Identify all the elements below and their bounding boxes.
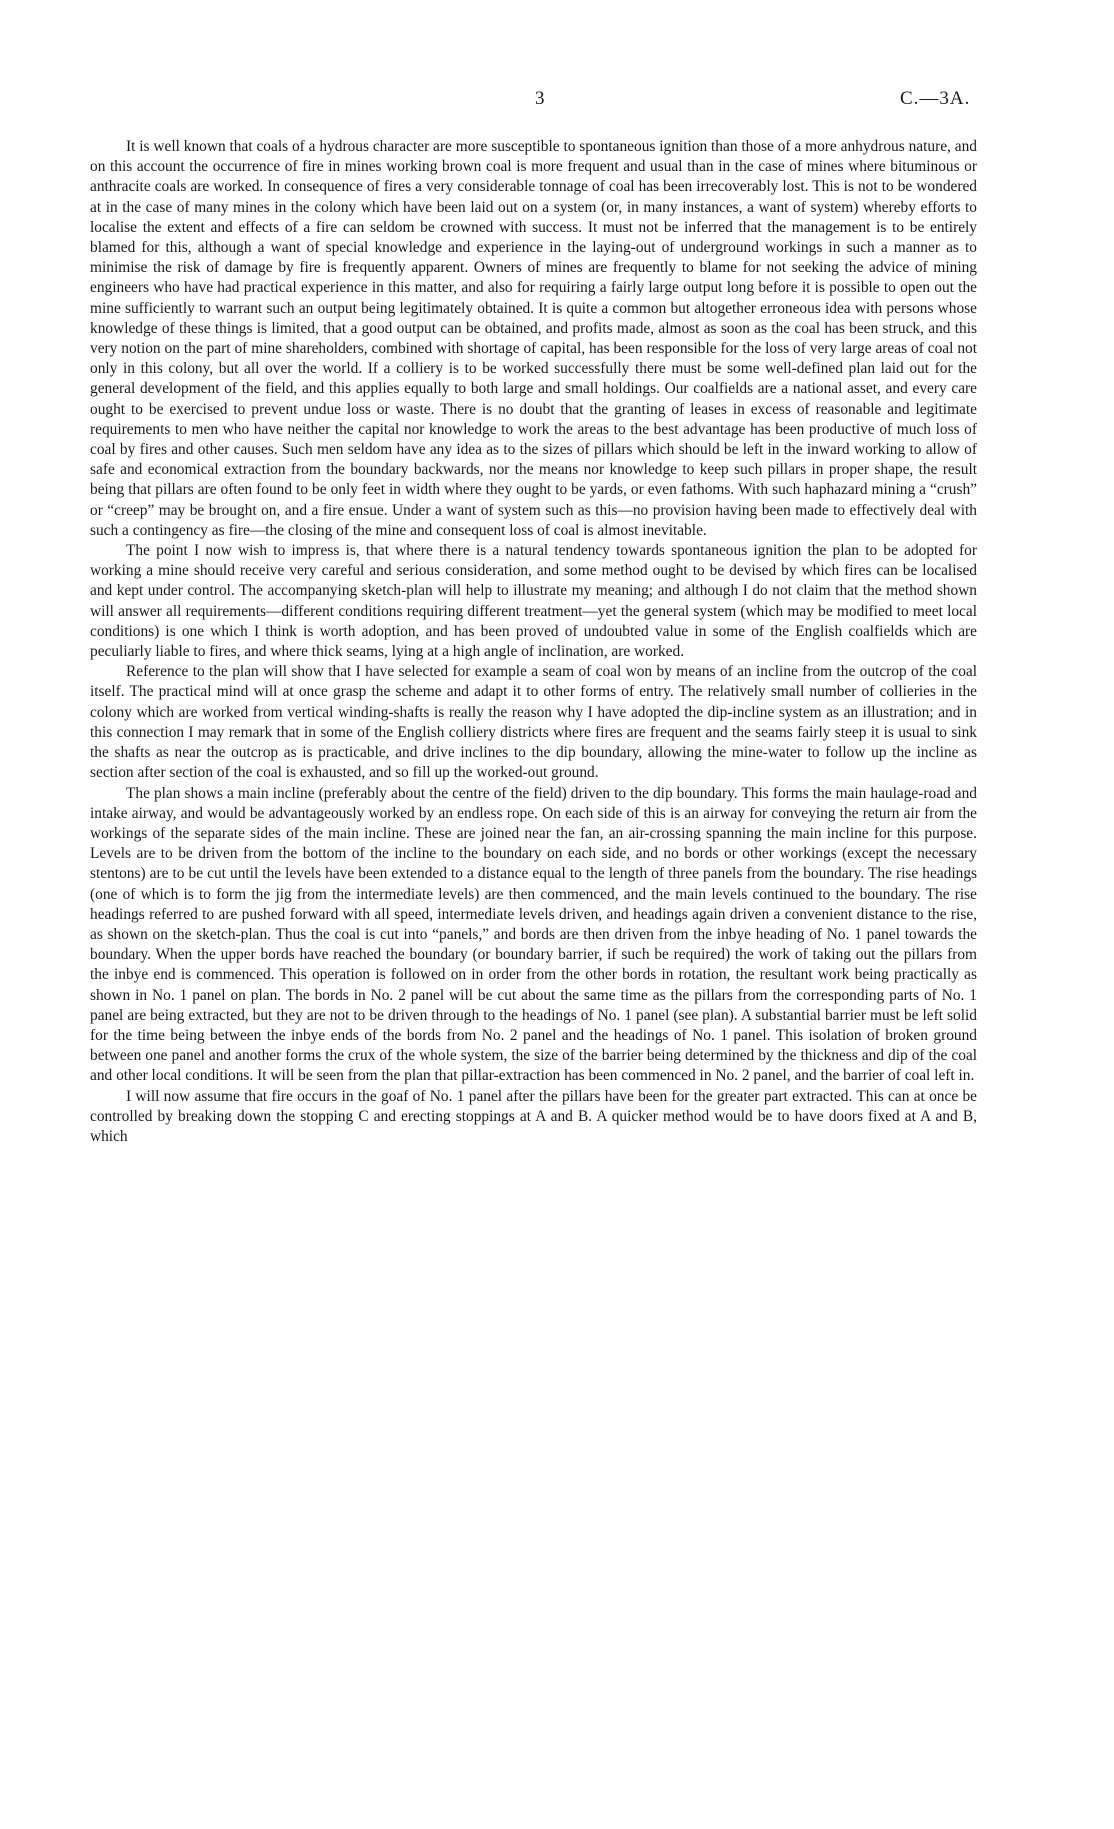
page-header	[0, 88, 1114, 112]
page-number: 3	[535, 88, 545, 109]
document-reference: C.—3A.	[900, 88, 971, 109]
body-text	[90, 137, 977, 1147]
paragraph-spontaneous-ignition: It is well known that coals of a hydrous character are more susceptible to spontaneous ignition than those of a more anhydrous nature, and on this account the occurrence of fire in mines working brown coal is more frequent and usual than in the case of mines where bituminous or anthracite coals are worked. In consequence of fires a very considerable tonnage of coal has been irrecoverably lost. This is not to be wondered at in the case of many mines in the colony which have been laid out on a system (or, in many instances, a want of system) whereby efforts to localise the extent and effects of a fire can seldom be crowned with success. It must not be inferred that the management is to be entirely blamed for this, although a want of special knowledge and experience in the laying-out of underground workings in such a manner as to minimise the risk of damage by fire is frequently apparent. Owners of mines are frequently to blame for not seeking the advice of mining engineers who have had practical experience in this matter, and also for requiring a fairly large output long before it is possible to open out the mine sufficiently to warrant such an output being legitimately obtained. It is quite a common but altogether erroneous idea with persons whose knowledge of these things is limited, that a good output can be obtained, and profits made, almost as soon as the coal has been struck, and this very notion on the part of mine shareholders, combined with shortage of capital, has been responsible for the loss of very large areas of coal not only in this colony, but all over the world. If a colliery is to be worked successfully there must be some well-defined plan laid out for the general development of the field, and this applies equally to both large and small holdings. Our coalfields are a national asset, and every care ought to be exercised to prevent undue loss or waste. There is no doubt that the granting of leases in excess of reasonable and legitimate requirements to men who have neither the capital nor knowledge to work the areas to the best advantage has been productive of much loss of coal by fires and other causes. Such men seldom have any idea as to the sizes of pillars which should be left in the inward working to allow of safe and economical extraction from the boundary backwards, nor the means nor knowledge to keep such pillars in proper shape, the result being that pillars are often found to be only feet in width where they ought to be yards, or even fathoms. With such haphazard mining a “crush” or “creep” may be brought on, and a fire ensue. Under a want of system such as this—no provision having been made to effectively deal with such a contingency as fire—the closing of the mine and consequent loss of coal is almost inevitable.	[90, 138, 977, 539]
paragraph-reference-to-plan: Reference to the plan will show that I have selected for example a seam of coal won by means of an incline from the outcrop of the coal itself. The practical mind will at once grasp the scheme and adapt it to other forms of entry. The relatively small number of collieries in the colony which are worked from vertical winding-shafts is really the reason why I have adopted the dip-incline system as an illustration; and in this connection I may remark that in some of the English colliery districts where fires are frequent and the seams fairly steep it is usual to sink the shafts as near the outcrop as is practicable, and drive inclines to the dip boundary, allowing the mine-water to follow up the incline as section after section of the coal is exhausted, and so fill up the worked-out ground.	[90, 663, 977, 782]
paragraph-main-incline: The plan shows a main incline (preferably about the centre of the field) driven to the dip boundary. This forms the main haulage-road and intake airway, and would be advantageously worked by an endless rope. On each side of this is an airway for conveying the return air from the workings of the separate sides of the main incline. These are joined near the fan, an air-crossing spanning the main incline for this purpose. Levels are to be driven from the bottom of the incline to the boundary on each side, and no bords or other workings (except the necessary stentons) are to be cut until the levels have been extended to a distance equal to the length of three panels from the boundary. The rise headings (one of which is to form the jig from the intermediate levels) are then commenced, and the main levels continued to the boundary. The rise headings referred to are pushed forward with all speed, intermediate levels driven, and headings again driven a convenient distance to the rise, as shown on the sketch-plan. Thus the coal is cut into “panels,” and bords are then driven from the inbye heading of No. 1 panel towards the boundary. When the upper bords have reached the boundary (or boundary barrier, if such be required) the work of taking out the pillars from the inbye end is commenced. This operation is followed on in order from the other bords in rotation, the resultant work being practically as shown in No. 1 panel on plan. The bords in No. 2 panel will be cut about the same time as the pillars from the corresponding parts of No. 1 panel are being extracted, but they are not to be driven through to the headings of No. 1 panel (see plan). A substantial barrier must be left solid for the time being between the inbye ends of the bords from No. 2 panel and the headings of No. 1 panel. This isolation of broken ground between one panel and another forms the crux of the whole system, the size of the barrier being determined by the thickness and dip of the coal and other local conditions. It will be seen from the plan that pillar-extraction has been commenced in No. 2 panel, and the barrier of coal left in.	[90, 784, 977, 1085]
paragraph-fire-assumption: I will now assume that fire occurs in the goaf of No. 1 panel after the pillars have been for the greater part extracted. This can at once be controlled by breaking down the stopping C and erecting stoppings at A and B. A quicker method would be to have doors fixed at A and B, which	[90, 1087, 977, 1145]
paragraph-point-to-impress: The point I now wish to impress is, that where there is a natural tendency towards spontaneous ignition the plan to be adopted for working a mine should receive very careful and serious consideration, and some method ought to be devised by which fires can be localised and kept under control. The accompanying sketch-plan will help to illustrate my meaning; and although I do not claim that the method shown will answer all requirements—different conditions requiring different treatment—yet the general system (which may be modified to meet local conditions) is one which I think is worth adoption, and has been proved of undoubted value in some of the English coalfields which are peculiarly liable to fires, and where thick seams, lying at a high angle of inclination, are worked.	[90, 542, 977, 661]
